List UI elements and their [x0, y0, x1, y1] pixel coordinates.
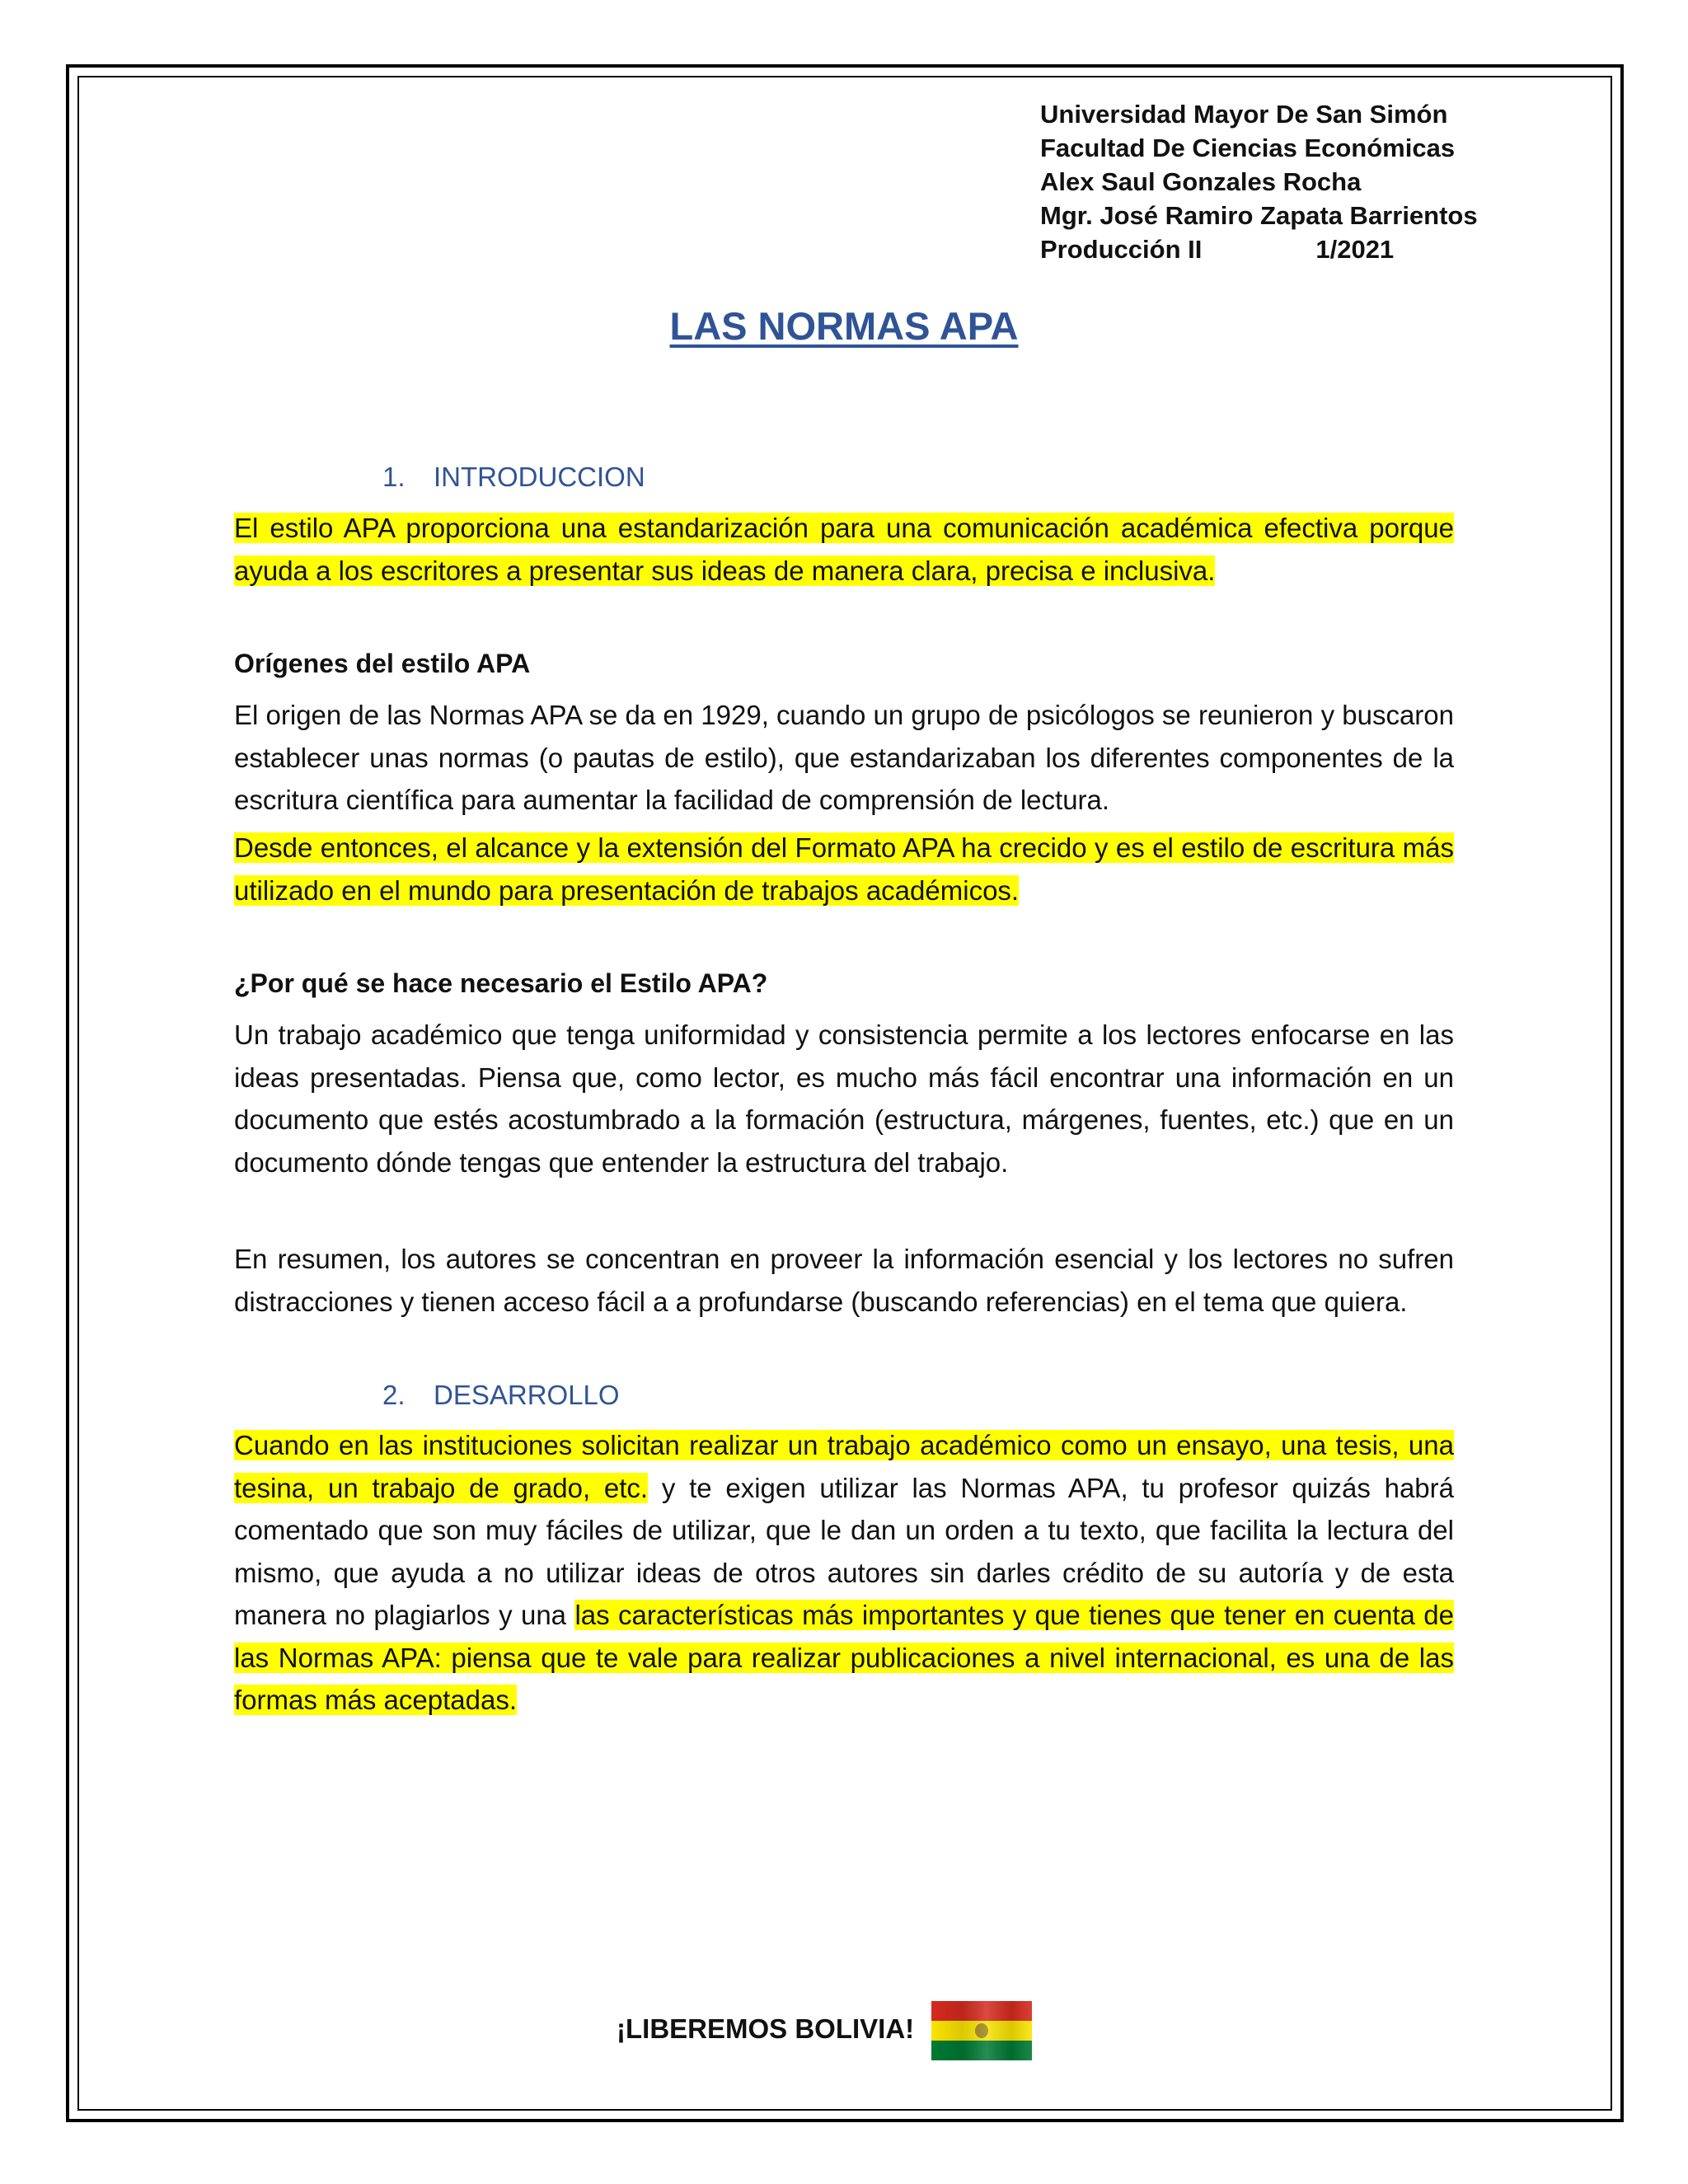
intro-paragraph: [234, 507, 1454, 592]
desarrollo-paragraph: [234, 1424, 1454, 1722]
section-heading-introduccion: [382, 462, 645, 493]
highlighted-text-1: Cuando en las instituciones solicitan realizar un trabajo académico como un ensayo, una tesis, una tesina, un trabajo de grado, etc.: [234, 1430, 1454, 1503]
footer-slogan: ¡LIBEREMOS BOLIVIA!: [617, 2013, 915, 2044]
bolivia-flag-icon: [931, 2001, 1032, 2060]
why-heading: ¿Por qué se hace necesario el Estilo APA?: [234, 968, 768, 998]
section-title: INTRODUCCION: [434, 462, 645, 492]
section-heading-desarrollo: [382, 1380, 620, 1411]
plain-text: y te exigen utilizar las Normas APA, tu profesor quizás habrá comentado que son muy fáciles de utilizar, que le dan un orden a tu texto, que facilita la lectura del mismo, que ayuda a no utilizar ideas de otros autores sin darles crédito de su autoría y de esta manera no plagiarlos y una: [234, 1472, 1454, 1630]
highlighted-text-2: las características más importantes y que tienes que tener en cuenta de las Normas APA: piensa que te vale para realizar publicaciones a nivel internacional, es una de las formas más aceptadas.: [234, 1600, 1455, 1715]
section-number: 2.: [382, 1380, 406, 1410]
university-name: Universidad Mayor De San Simón: [1040, 100, 1448, 129]
document-header: [1040, 97, 1478, 266]
section-title: DESARROLLO: [434, 1380, 620, 1410]
section-number: 1.: [382, 462, 406, 492]
course-name: Producción II: [1040, 235, 1203, 264]
term: 1/2021: [1315, 235, 1395, 264]
teacher-name: Mgr. José Ramiro Zapata Barrientos: [1040, 201, 1478, 230]
course-line: [1040, 232, 1478, 266]
origins-heading: Orígenes del estilo APA: [234, 649, 531, 678]
origins-paragraph: El origen de las Normas APA se da en 1929, cuando un grupo de psicólogos se reunieron y buscaron establecer unas normas (o pautas de estilo), que estandarizaban los diferentes componentes de la escritura científica para aumentar la facilidad de comprensión de lectura.: [234, 700, 1454, 815]
origins-highlight-paragraph: [234, 827, 1454, 912]
highlighted-text: Desde entonces, el alcance y la extensión del Formato APA ha crecido y es el estilo de escritura más utilizado en el mundo para presentación de trabajos académicos.: [234, 832, 1454, 906]
summary-paragraph: En resumen, los autores se concentran en proveer la información esencial y los lectores no sufren distracciones y tienen acceso fácil a a profundarse (buscando referencias) en el tema que quiera.: [234, 1244, 1454, 1317]
faculty-name: Facultad De Ciencias Económicas: [1040, 134, 1456, 162]
highlighted-text: El estilo APA proporciona una estandarización para una comunicación académica efectiva porque ayuda a los escritores a presentar sus ideas de manera clara, precisa e inclusiva.: [234, 513, 1454, 586]
page-title: LAS NORMAS APA: [669, 304, 1019, 348]
why-paragraph: Un trabajo académico que tenga uniformidad y consistencia permite a los lectores enfocarse en las ideas presentadas. Piensa que, como lector, es mucho más fácil encontrar una información en un documento que estés acostumbrado a la formación (estructura, márgenes, fuentes, etc.) que en un documento dónde tengas que entender la estructura del trabajo.: [234, 1019, 1454, 1178]
author-name: Alex Saul Gonzales Rocha: [1040, 167, 1362, 196]
